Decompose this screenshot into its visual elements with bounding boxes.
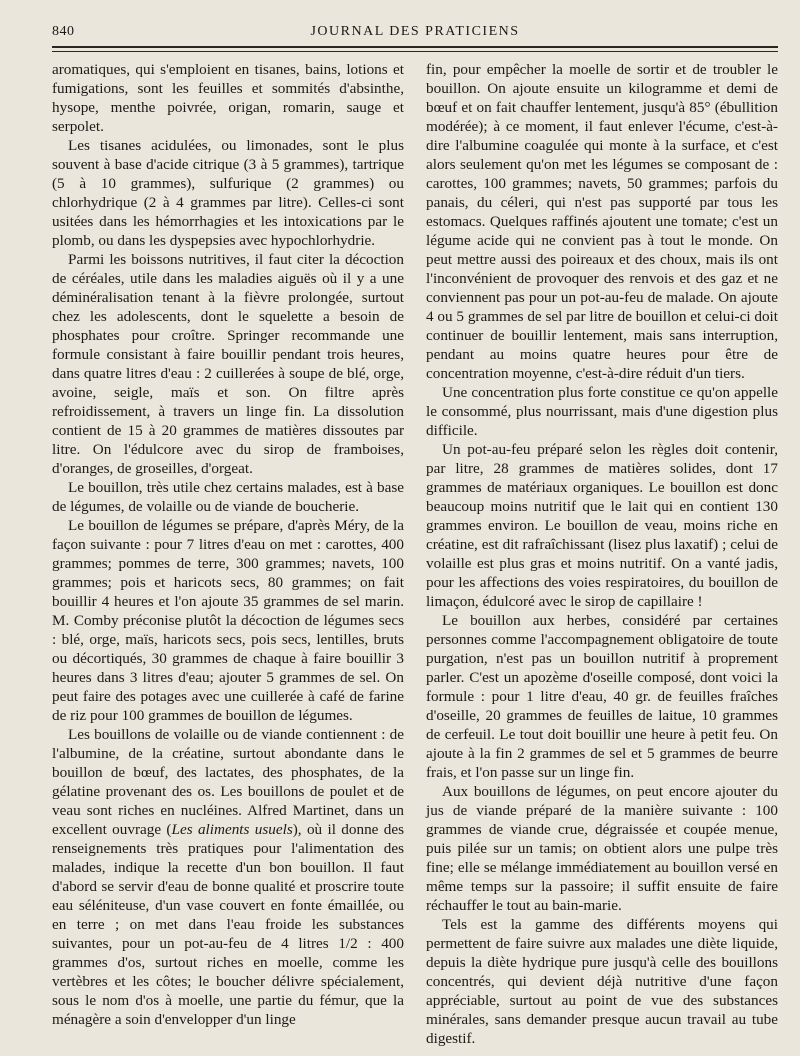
book-title: Les aliments usuels	[171, 821, 293, 838]
paragraph: Parmi les boissons nutritives, il faut citer la décoction de céréales, utile dans les maladies aiguës où il y a une déminéralisation tenant à la fièvre prolongée, surtout chez les adolescents, dont le squelette a besoin de phosphates pour croître. Springer recommande une formule consistant à faire bouillir pendant trois heures, dans quatre litres d'eau : 2 cuillerées à soupe de blé, orge, avoine, seigle, maïs et son. On filtre après refroidissement, à travers un linge fin. La dissolution contient de 15 à 20 grammes de matières dissoutes par litre. On l'édulcore avec du sirop de framboises, d'oranges, de groseilles, d'orgeat.	[52, 251, 404, 477]
paragraph: Le bouillon, très utile chez certains malades, est à base de légumes, de volaille ou de viande de boucherie.	[52, 479, 404, 515]
paragraph: Un pot-au-feu préparé selon les règles doit contenir, par litre, 28 grammes de matières solides, dont 17 grammes de matériaux organiques. Le bouillon est donc beaucoup moins nutritif que le lait qui en contient 130 grammes environ. Le bouillon de veau, moins riche en créatine, est dit rafraîchissant (lisez plus laxatif) ; celui de volaille est plus gras et moins nutritif. On a vanté jadis, pour les affections des voies respiratoires, du bouillon de limaçon, édulcoré avec le sirop de capillaire !	[426, 441, 778, 610]
paragraph: aromatiques, qui s'emploient en tisanes, bains, lotions et fumigations, sont les feuilles et sommités d'absinthe, hysope, menthe poivrée, origan, romarin, sauge et serpolet.	[52, 61, 404, 135]
paragraph: Aux bouillons de légumes, on peut encore ajouter du jus de viande préparé de la manière suivante : 100 grammes de viande crue, dégraissée et coupée menue, puis pilée sur un tamis; on obtient alors une pulpe très fine; elle se mélange immédiatement au bouillon versé en même temps sur la passoire; il suffit ensuite de faire réchauffer le tout au bain-marie.	[426, 783, 778, 914]
left-column	[52, 60, 404, 1029]
paragraph: Tels est la gamme des différents moyens qui permettent de faire suivre aux malades une diète liquide, depuis la diète hydrique pure jusqu'à celle des bouillons concentrés, qui devient déjà nutritive d'une façon appréciable, surtout au point de vue des substances minérales, sans demander presque aucun travail au tube digestif.	[426, 916, 778, 1047]
paragraph	[52, 725, 404, 1029]
running-title: JOURNAL DES PRATICIENS	[310, 24, 520, 39]
page-header	[52, 24, 778, 46]
paragraph: Le bouillon de légumes se prépare, d'après Méry, de la façon suivante : pour 7 litres d'eau on met : carottes, 400 grammes; pommes de terre, 300 grammes; navets, 100 grammes; pois et haricots secs, 80 grammes; on fait bouillir 4 heures et l'on ajoute 35 grammes de sel marin. M. Comby préconise plutôt la décoction de légumes secs : blé, orge, maïs, haricots secs, pois secs, lentilles, bruts ou décortiqués, 30 grammes de chaque à faire bouillir 3 heures dans 3 litres d'eau; ajouter 5 grammes de sel. On peut faire des potages avec une cuillerée à café de farine de riz pour 100 grammes de bouillon de légumes.	[52, 517, 404, 724]
paragraph: fin, pour empêcher la moelle de sortir et de troubler le bouillon. On ajoute ensuite un kilogramme et demi de bœuf et on fait chauffer lentement, jusqu'à 85° (ébullition modérée); à ce moment, il faut enlever l'écume, c'est-à-dire l'albumine coagulée qui monte à la surface, et c'est alors seulement qu'on met les légumes se composant de : carottes, 100 grammes; navets, 50 grammes; parfois du panais, du céleri, qui n'est pas supporté par tous les estomacs. Quelques raffinés ajoutent une tomate; c'est un légume acide qui ne convient pas à tout le monde. On peut mettre aussi des poireaux et des choux, mais ils ont l'inconvénient de provoquer des renvois et des gaz et ne conviennent pas pour un pot-au-feu de malade. On ajoute 4 ou 5 grammes de sel par litre de bouillon et celui-ci doit continuer de bouillir lentement, mais sans interruption, pendant au moins quatre heures pour être de concentration moyenne, c'est-à-dire réduit d'un tiers.	[426, 61, 778, 382]
right-column	[426, 60, 778, 1048]
paragraph-text: ), où il donne des renseignements très pratiques pour l'alimentation des malades, indique la recette d'un bon bouillon. Il faut d'abord se servir d'eau de bonne qualité et proscrire toute eau séléniteuse, d'un vase couvert en fonte émaillée, ou en terre ; on met dans l'eau froide les substances suivantes, pour un pot-au-feu de 4 litres 1/2 : 400 grammes d'os, surtout riches en moelle, comme les vertèbres et les côtes; le boucher délivre spécialement, sous le nom d'os à moelle, une partie du fémur, que la ménagère a soin d'envelopper d'un linge	[52, 821, 404, 1028]
paragraph: Les tisanes acidulées, ou limonades, sont le plus souvent à base d'acide citrique (3 à 5 grammes), tartrique (5 à 10 grammes), sulfurique (2 grammes) ou chlorhydrique (2 à 4 grammes par litre). Celles-ci sont usitées dans les hémorrhagies et les intoxications par le plomb, ou dans les dyspepsies avec hypochlorhydrie.	[52, 137, 404, 249]
paragraph: Le bouillon aux herbes, considéré par certaines personnes comme l'accompagnement obligatoire de toute purgation, n'est pas un bouillon nutritif à proprement parler. C'est un apozème d'oseille composé, dont voici la formule : pour 1 litre d'eau, 40 gr. de feuilles fraîches d'oseille, 20 grammes de feuilles de laitue, 10 grammes de cerfeuil. Le tout doit bouillir une heure à petit feu. On ajoute à la fin 2 grammes de sel et 5 grammes de beurre frais, et l'on passe sur un linge fin.	[426, 612, 778, 781]
header-rule-thick	[52, 46, 778, 48]
page-number: 840	[52, 24, 75, 39]
header-rule-thin	[52, 51, 778, 52]
paragraph-text: Les bouillons de volaille ou de viande contiennent : de l'albumine, de la créatine, surtout abondante dans le bouillon de bœuf, des lactates, des phosphates, de la gélatine provenant des os. Les bouillons de poulet et de veau sont riches en nucléines. Alfred Martinet, dans un excellent ouvrage (	[52, 726, 404, 838]
paragraph: Une concentration plus forte constitue ce qu'on appelle le consommé, plus nourrissant, mais d'une digestion plus difficile.	[426, 384, 778, 439]
